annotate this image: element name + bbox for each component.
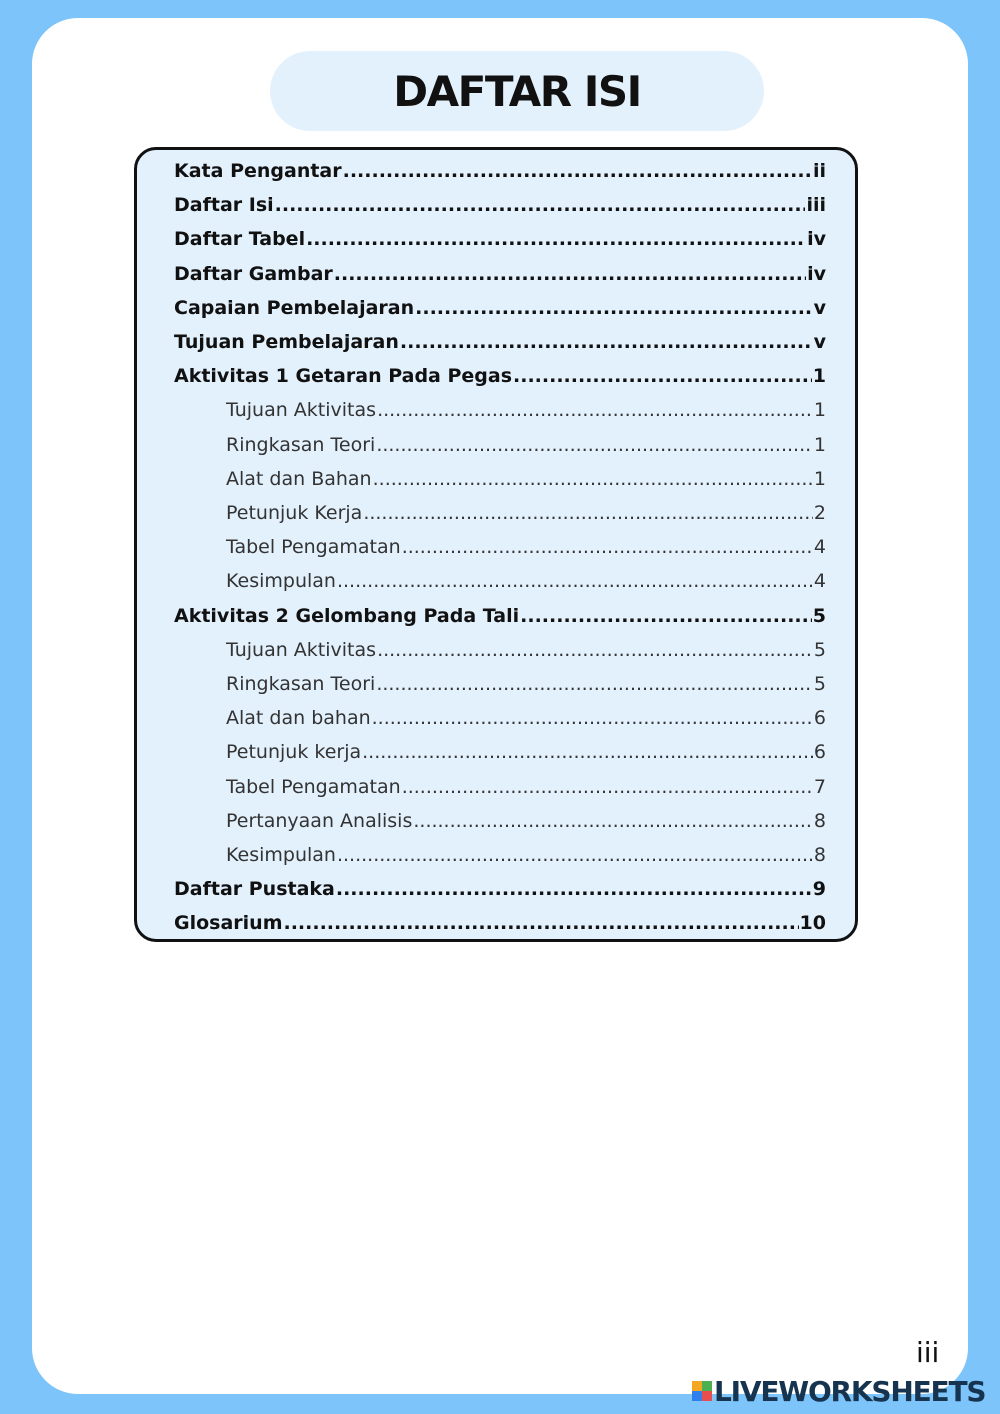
toc-entry (226, 565, 826, 597)
toc-entry-label: Tabel Pengamatan (226, 536, 401, 558)
logo-square-green (702, 1381, 712, 1391)
toc-entry-label: Tujuan Aktivitas (226, 399, 377, 421)
toc-dot-leader (513, 365, 812, 387)
toc-entry-page: 4 (813, 536, 826, 558)
toc-dot-leader (306, 228, 806, 250)
toc-entry (226, 497, 826, 529)
toc-dot-leader (362, 741, 813, 763)
toc-entry-label: Daftar Tabel (174, 228, 306, 250)
toc-dot-leader (275, 194, 806, 216)
toc-entry-page: ii (812, 160, 826, 182)
toc-entry (226, 736, 826, 768)
toc-entry-label: Alat dan Bahan (226, 468, 372, 490)
toc-entry-label: Petunjuk kerja (226, 741, 362, 763)
toc-entry-page: v (813, 297, 826, 319)
toc-entry (226, 634, 826, 666)
toc-entry (226, 771, 826, 803)
toc-dot-leader (376, 673, 813, 695)
toc-entry (174, 360, 826, 392)
toc-entry-label: Pertanyaan Analisis (226, 810, 413, 832)
toc-entry (174, 155, 826, 187)
toc-entry-page: 8 (813, 844, 826, 866)
toc-entry-page: 4 (813, 570, 826, 592)
brand-name: LIVEWORKSHEETS (714, 1374, 986, 1408)
toc-entry (226, 839, 826, 871)
liveworksheets-icon (692, 1381, 712, 1401)
toc-entry-label: Daftar Pustaka (174, 878, 335, 900)
toc-entry (226, 668, 826, 700)
logo-square-blue (692, 1391, 702, 1401)
toc-dot-leader (377, 399, 813, 421)
toc-entry-page: 1 (812, 365, 826, 387)
page-number: iii (916, 1336, 940, 1369)
toc-entry (174, 292, 826, 324)
toc-entry-page: iii (806, 194, 826, 216)
toc-entry-label: Daftar Gambar (174, 263, 333, 285)
toc-entry (226, 805, 826, 837)
toc-entry-label: Daftar Isi (174, 194, 274, 216)
toc-entry (174, 189, 826, 221)
toc-entry-page: iv (807, 263, 826, 285)
logo-square-orange (692, 1381, 702, 1391)
toc-entry (226, 531, 826, 563)
toc-entry-label: Glosarium (174, 912, 283, 934)
logo-square-red (702, 1391, 712, 1401)
toc-entry-label: Tabel Pengamatan (226, 776, 401, 798)
toc-entry-page: 5 (812, 605, 826, 627)
toc-entry-label: Tujuan Aktivitas (226, 639, 377, 661)
liveworksheets-logo (692, 1376, 985, 1406)
toc-entry (174, 326, 826, 358)
toc-dot-leader (284, 912, 799, 934)
toc-dot-leader (334, 263, 806, 285)
toc-entry-label: Tujuan Pembelajaran (174, 331, 399, 353)
toc-entry-page: 2 (813, 502, 826, 524)
toc-entry-label: Kata Pengantar (174, 160, 342, 182)
toc-dot-leader (363, 502, 813, 524)
toc-dot-leader (337, 570, 813, 592)
toc-dot-leader (337, 844, 813, 866)
toc-dot-leader (336, 878, 812, 900)
toc-dot-leader (520, 605, 812, 627)
toc-entry (174, 600, 826, 632)
toc-entry-label: Aktivitas 2 Gelombang Pada Tali (174, 605, 520, 627)
toc-dot-leader (376, 434, 813, 456)
toc-dot-leader (402, 776, 813, 798)
toc-entry-page: v (813, 331, 826, 353)
toc-entry-page: 6 (813, 707, 826, 729)
toc-dot-leader (413, 810, 813, 832)
toc-entry-page: 6 (813, 741, 826, 763)
toc-entry-label: Kesimpulan (226, 844, 336, 866)
toc-entry-page: 1 (813, 468, 826, 490)
toc-entry-page: 1 (813, 434, 826, 456)
toc-entry-label: Ringkasan Teori (226, 673, 376, 695)
toc-entry (174, 907, 826, 939)
toc-entry-label: Aktivitas 1 Getaran Pada Pegas (174, 365, 513, 387)
toc-entry (226, 702, 826, 734)
toc-entry-page: 1 (813, 399, 826, 421)
toc-entry-label: Kesimpulan (226, 570, 336, 592)
toc-dot-leader (400, 331, 813, 353)
toc-entry-page: 5 (813, 639, 826, 661)
toc-entry-page: 7 (813, 776, 826, 798)
toc-entry (226, 429, 826, 461)
page-title: DAFTAR ISI (393, 66, 641, 116)
toc-entry-page: 8 (813, 810, 826, 832)
toc-entry-page: 10 (799, 912, 826, 934)
toc-dot-leader (343, 160, 812, 182)
toc-dot-leader (373, 468, 813, 490)
toc-entry-page: 5 (813, 673, 826, 695)
toc-dot-leader (415, 297, 812, 319)
toc-entry (174, 873, 826, 905)
toc-entry-label: Alat dan bahan (226, 707, 371, 729)
toc-entry-page: 9 (812, 878, 826, 900)
toc-dot-leader (377, 639, 813, 661)
toc-entry (226, 463, 826, 495)
toc-entry (174, 223, 826, 255)
toc-entry-page: iv (807, 228, 826, 250)
title-banner (270, 51, 764, 131)
toc-entry-label: Petunjuk Kerja (226, 502, 363, 524)
toc-entry-label: Capaian Pembelajaran (174, 297, 415, 319)
toc-entry (174, 258, 826, 290)
toc-entry (226, 394, 826, 426)
toc-dot-leader (372, 707, 813, 729)
toc-dot-leader (402, 536, 813, 558)
toc-entry-label: Ringkasan Teori (226, 434, 376, 456)
